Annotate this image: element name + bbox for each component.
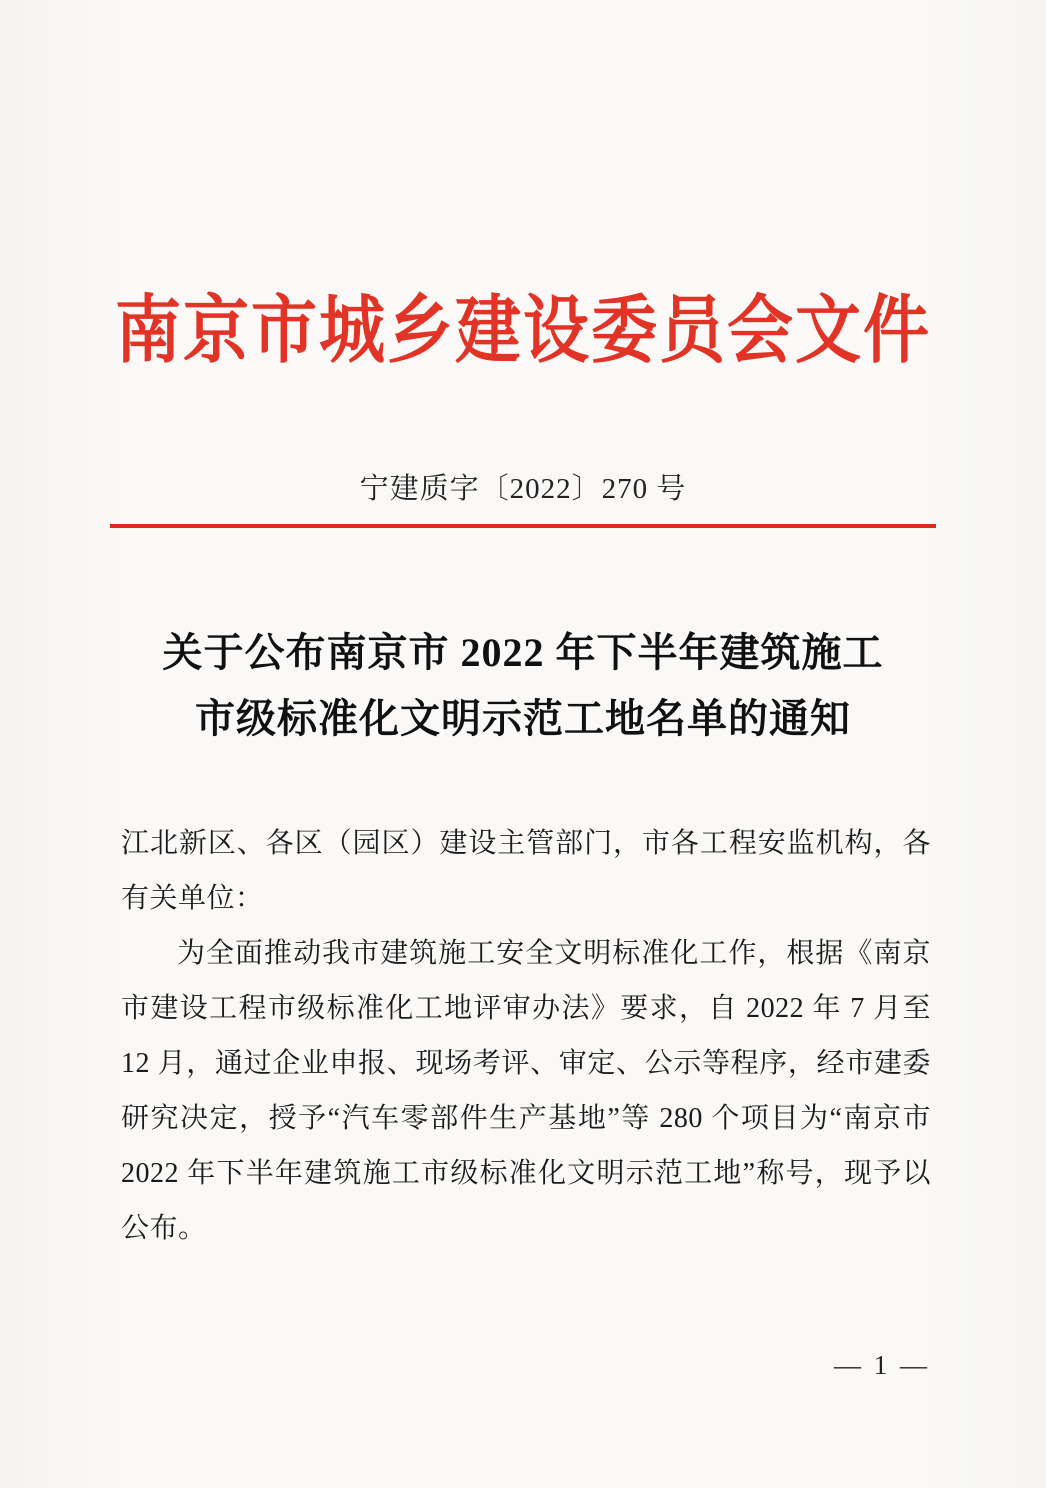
red-divider-line — [110, 524, 936, 528]
recipients-paragraph: 江北新区、各区（园区）建设主管部门，市各工程安监机构，各有关单位： — [121, 828, 931, 914]
document-body — [121, 816, 931, 1256]
document-number: 宁建质字〔2022〕270 号 — [359, 473, 687, 505]
main-paragraph: 为全面推动我市建筑施工安全文明标准化工作，根据《南京市建设工程市级标准化工地评审办法》要求，自 2022 年 7 月至 12 月，通过企业申报、现场考评、审定、公示等程序，经市建委研究决定，授予“汽车零部件生产基地”等 280 个项目为“南京市 2022 年下半年建筑施工市级标准化文明示范工地”称号，现予以公布。 — [121, 938, 931, 1244]
notice-title-line-2: 市级标准化文明示范工地名单的通知 — [195, 696, 851, 741]
notice-title — [0, 620, 1046, 752]
page-number: — 1 — — [834, 1350, 930, 1380]
agency-header-title: 南京市城乡建设委员会文件 — [115, 290, 931, 373]
notice-title-line-1: 关于公布南京市 2022 年下半年建筑施工 — [162, 630, 884, 675]
